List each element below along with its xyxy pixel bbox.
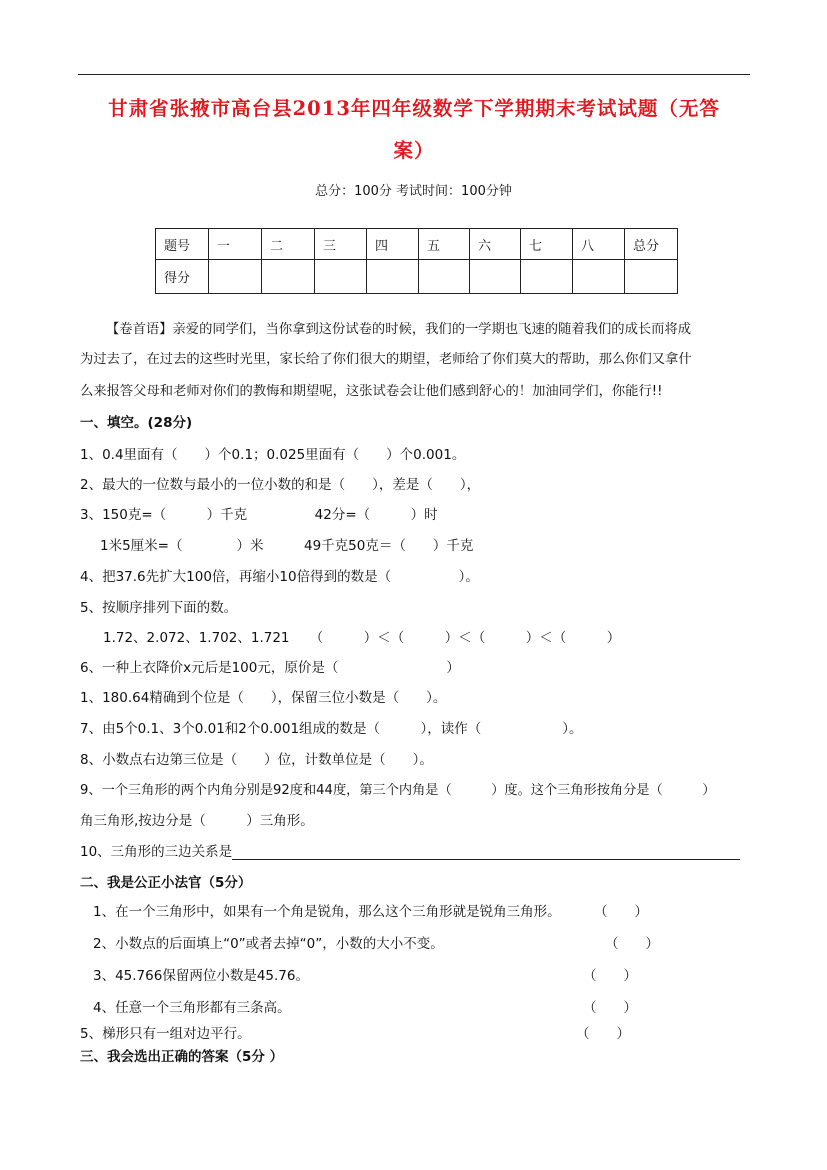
score-table-cell: 五 <box>419 229 470 260</box>
document-title-line1: 甘肃省张掖市高台县2013年四年级数学下学期期末考试试题（无答 <box>108 97 720 120</box>
score-input-cell[interactable] <box>262 260 315 294</box>
score-table-cell: 一 <box>209 229 262 260</box>
preface-line: 【卷首语】亲爱的同学们，当你拿到这份试卷的时候，我们的一学期也飞速的随着我们的成长而将成 <box>106 322 692 337</box>
score-input-cell[interactable] <box>625 260 678 294</box>
question-line: 3、150克=（ ）千克 42分=（ ）时 <box>80 507 438 523</box>
question-line: 2、最大的一位数与最小的一位小数的和是（ ），差是（ ）， <box>80 477 481 493</box>
score-table-cell: 六 <box>470 229 521 260</box>
preface-line: 么来报答父母和老师对你们的教悔和期望呢，这张试卷会让他们感到舒心的！加油同学们，你能行!! <box>80 384 663 399</box>
score-table-cell: 二 <box>262 229 315 260</box>
question-line: 7、由5个0.1、3个0.01和2个0.001组成的数是（ ），读作（ ）。 <box>80 721 583 737</box>
section1-heading: 一、填空。(28分) <box>80 415 193 431</box>
answer-paren[interactable]: （ ） <box>583 968 637 984</box>
judgement-text: 3、45.766保留两位小数是45.76。 <box>93 968 309 984</box>
score-table-cell: 总分 <box>625 229 678 260</box>
score-table <box>155 228 678 294</box>
judgement-text: 1、在一个三角形中，如果有一个角是锐角，那么这个三角形就是锐角三角形。 <box>93 904 561 920</box>
section2-heading: 二、我是公正小法官（5分） <box>80 875 252 891</box>
score-input-cell[interactable] <box>367 260 419 294</box>
question-line: 8、小数点右边第三位是（ ）位，计数单位是（ ）。 <box>80 752 433 768</box>
question-line <box>80 840 740 860</box>
question-line: 1.72、2.072、1.702、1.721 （ ）＜（ ）＜（ ）＜（ ） <box>103 630 621 646</box>
question-line: 1米5厘米=（ ）米 49千克50克＝（ ）千克 <box>100 538 474 554</box>
answer-blank[interactable] <box>232 845 740 860</box>
section3-heading: 三、我会选出正确的答案（5分 ） <box>80 1049 284 1065</box>
score-table-cell: 四 <box>367 229 419 260</box>
score-input-cell[interactable] <box>315 260 367 294</box>
question-line: 5、按顺序排列下面的数。 <box>80 600 238 616</box>
score-input-cell[interactable] <box>470 260 521 294</box>
judgement-item <box>93 900 561 920</box>
score-table-score-row <box>156 260 678 294</box>
judgement-text: 4、任意一个三角形都有三条高。 <box>93 1000 291 1016</box>
question-text: 10、三角形的三边关系是 <box>80 844 233 860</box>
judgement-item <box>93 964 309 984</box>
question-line: 1、0.4里面有（ ）个0.1；0.025里面有（ ）个0.001。 <box>80 447 466 463</box>
top-rule <box>78 74 750 75</box>
judgement-item <box>80 1022 251 1042</box>
preface-line: 为过去了，在过去的这些时光里，家长给了你们很大的期望，老师给了你们莫大的帮助，那么你们又拿什 <box>80 352 692 367</box>
document-title-line2: 案） <box>393 139 435 162</box>
score-input-cell[interactable] <box>209 260 262 294</box>
answer-paren[interactable]: （ ） <box>583 1000 637 1016</box>
question-line: 6、一种上衣降价x元后是100元，原价是（ ） <box>80 660 460 676</box>
question-line: 9、一个三角形的两个内角分别是92度和44度，第三个内角是（ ）度。这个三角形按角分是（ ） <box>80 783 716 798</box>
question-line: 1、180.64精确到个位是（ ），保留三位小数是（ ）。 <box>80 690 447 706</box>
question-line: 4、把37.6先扩大100倍，再缩小10倍得到的数是（ ）。 <box>80 569 479 585</box>
score-table-cell: 八 <box>573 229 625 260</box>
exam-info: 总分：100分 考试时间：100分钟 <box>315 184 512 199</box>
judgement-item <box>93 996 291 1016</box>
score-table-cell: 题号 <box>156 229 209 260</box>
score-input-cell[interactable] <box>573 260 625 294</box>
score-input-cell[interactable] <box>419 260 470 294</box>
judgement-text: 2、小数点的后面填上“0”或者去掉“0”，小数的大小不变。 <box>93 936 444 952</box>
answer-paren[interactable]: （ ） <box>605 936 659 952</box>
judgement-item <box>93 932 444 952</box>
score-table-header-row <box>156 229 678 260</box>
judgement-text: 5、梯形只有一组对边平行。 <box>80 1026 251 1042</box>
score-input-cell[interactable] <box>521 260 573 294</box>
score-table-cell: 得分 <box>156 260 209 294</box>
score-table-cell: 三 <box>315 229 367 260</box>
answer-paren[interactable]: （ ） <box>594 904 648 920</box>
question-line: 角三角形,按边分是（ ）三角形。 <box>80 813 314 829</box>
answer-paren[interactable]: （ ） <box>576 1026 630 1042</box>
score-table-cell: 七 <box>521 229 573 260</box>
